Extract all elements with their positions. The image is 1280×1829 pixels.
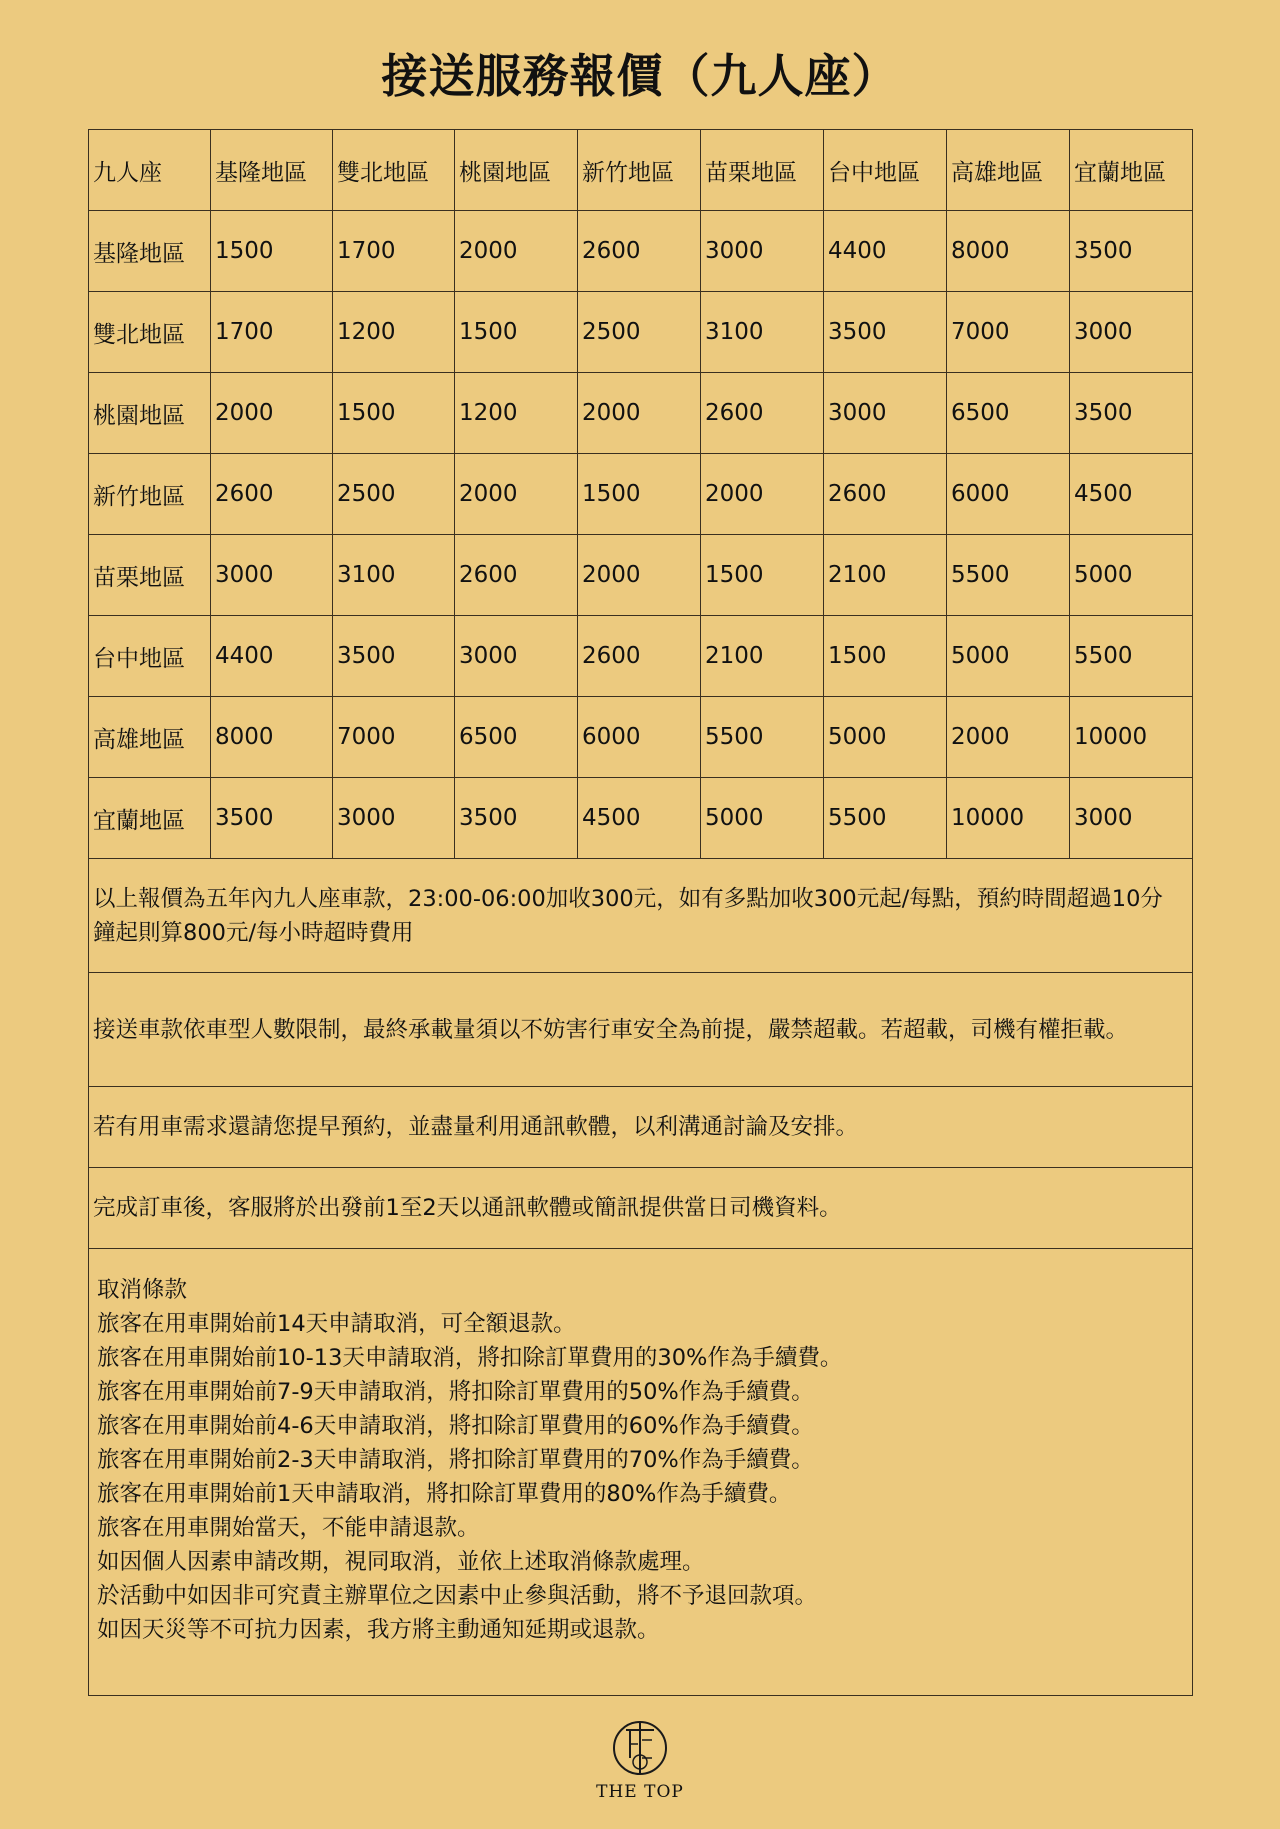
- price-cell: 5500: [701, 697, 824, 778]
- price-cell: 2600: [701, 373, 824, 454]
- price-cell: 5000: [824, 697, 947, 778]
- price-cell: 5000: [701, 778, 824, 859]
- price-cell: 2100: [824, 535, 947, 616]
- price-cell: 1500: [211, 211, 333, 292]
- price-cell: 2500: [333, 454, 455, 535]
- price-cell: 5000: [1070, 535, 1193, 616]
- column-header: 宜蘭地區: [1070, 130, 1193, 211]
- column-header: 台中地區: [824, 130, 947, 211]
- table-row: [89, 292, 1193, 373]
- row-header: 桃園地區: [89, 373, 211, 454]
- row-header: 台中地區: [89, 616, 211, 697]
- table-row: [89, 373, 1193, 454]
- price-cell: 1200: [455, 373, 578, 454]
- price-cell: 3500: [211, 778, 333, 859]
- price-cell: 3000: [1070, 778, 1193, 859]
- column-header: 雙北地區: [333, 130, 455, 211]
- price-cell: 4400: [211, 616, 333, 697]
- price-cell: 1700: [333, 211, 455, 292]
- table-row: [89, 454, 1193, 535]
- column-header: 新竹地區: [578, 130, 701, 211]
- note-pricing: 以上報價為五年內九人座車款，23:00-06:00加收300元，如有多點加收300元起/每點，預約時間超過10分鐘起則算800元/每小時超時費用: [89, 859, 1193, 973]
- price-cell: 6000: [578, 697, 701, 778]
- table-row: [89, 535, 1193, 616]
- price-cell: 2100: [701, 616, 824, 697]
- row-header: 宜蘭地區: [89, 778, 211, 859]
- price-table: [88, 129, 1193, 1696]
- cancellation-line: 旅客在用車開始前10-13天申請取消，將扣除訂單費用的30%作為手續費。: [97, 1345, 843, 1371]
- price-cell: 1500: [455, 292, 578, 373]
- price-cell: 3500: [455, 778, 578, 859]
- price-cell: 3000: [701, 211, 824, 292]
- price-cell: 2600: [578, 616, 701, 697]
- row-header: 苗栗地區: [89, 535, 211, 616]
- cancellation-title: 取消條款: [97, 1277, 188, 1303]
- price-cell: 8000: [947, 211, 1070, 292]
- price-cell: 2600: [824, 454, 947, 535]
- price-cell: 1500: [333, 373, 455, 454]
- note-row: [89, 1087, 1193, 1168]
- price-cell: 5500: [947, 535, 1070, 616]
- price-cell: 2600: [211, 454, 333, 535]
- cancellation-policy: [89, 1249, 1193, 1696]
- price-cell: 6000: [947, 454, 1070, 535]
- row-header: 雙北地區: [89, 292, 211, 373]
- corner-cell: 九人座: [89, 130, 211, 211]
- note-row: [89, 973, 1193, 1087]
- cancellation-line: 於活動中如因非可究責主辦單位之因素中止參與活動，將不予退回款項。: [97, 1583, 818, 1609]
- note-row: [89, 1168, 1193, 1249]
- price-cell: 3000: [333, 778, 455, 859]
- note-booking: 若有用車需求還請您提早預約，並盡量利用通訊軟體，以利溝通討論及安排。: [89, 1087, 1193, 1168]
- price-cell: 6500: [947, 373, 1070, 454]
- price-cell: 10000: [1070, 697, 1193, 778]
- price-cell: 3000: [211, 535, 333, 616]
- cancellation-line: 旅客在用車開始前4-6天申請取消，將扣除訂單費用的60%作為手續費。: [97, 1413, 814, 1439]
- brand-logo: [590, 1718, 690, 1802]
- price-cell: 3500: [333, 616, 455, 697]
- cancellation-line: 旅客在用車開始當天，不能申請退款。: [97, 1515, 480, 1541]
- price-cell: 3500: [1070, 373, 1193, 454]
- price-cell: 4400: [824, 211, 947, 292]
- table-row: [89, 211, 1193, 292]
- price-cell: 5500: [1070, 616, 1193, 697]
- price-cell: 3100: [333, 535, 455, 616]
- price-cell: 3000: [455, 616, 578, 697]
- price-cell: 2000: [947, 697, 1070, 778]
- price-cell: 8000: [211, 697, 333, 778]
- row-header: 高雄地區: [89, 697, 211, 778]
- price-cell: 6500: [455, 697, 578, 778]
- row-header: 新竹地區: [89, 454, 211, 535]
- note-row: [89, 859, 1193, 973]
- cancellation-line: 如因天災等不可抗力因素，我方將主動通知延期或退款。: [97, 1617, 660, 1643]
- price-cell: 2000: [578, 535, 701, 616]
- price-cell: 5000: [947, 616, 1070, 697]
- price-cell: 4500: [578, 778, 701, 859]
- price-cell: 2500: [578, 292, 701, 373]
- brand-name: THE TOP: [596, 1782, 684, 1802]
- note-capacity: 接送車款依車型人數限制，最終承載量須以不妨害行車安全為前提，嚴禁超載。若超載，司機有權拒載。: [89, 973, 1193, 1087]
- price-cell: 1700: [211, 292, 333, 373]
- page-title: 接送服務報價（九人座）: [381, 49, 899, 103]
- price-cell: 2000: [455, 211, 578, 292]
- price-cell: 3100: [701, 292, 824, 373]
- circle-monogram-logo-icon: [612, 1718, 668, 1780]
- column-header: 基隆地區: [211, 130, 333, 211]
- header-row: [89, 130, 1193, 211]
- cancellation-line: 如因個人因素申請改期，視同取消，並依上述取消條款處理。: [97, 1549, 705, 1575]
- table-row: [89, 778, 1193, 859]
- price-cell: 1500: [701, 535, 824, 616]
- price-cell: 10000: [947, 778, 1070, 859]
- price-cell: 1200: [333, 292, 455, 373]
- price-cell: 5500: [824, 778, 947, 859]
- table-row: [89, 697, 1193, 778]
- cancellation-line: 旅客在用車開始前7-9天申請取消，將扣除訂單費用的50%作為手續費。: [97, 1379, 814, 1405]
- price-cell: 2000: [455, 454, 578, 535]
- price-cell: 3500: [824, 292, 947, 373]
- price-cell: 3500: [1070, 211, 1193, 292]
- column-header: 苗栗地區: [701, 130, 824, 211]
- price-cell: 2000: [701, 454, 824, 535]
- cancellation-line: 旅客在用車開始前14天申請取消，可全額退款。: [97, 1311, 576, 1337]
- price-cell: 4500: [1070, 454, 1193, 535]
- column-header: 高雄地區: [947, 130, 1070, 211]
- price-cell: 1500: [578, 454, 701, 535]
- cancellation-row: [89, 1249, 1193, 1696]
- table-row: [89, 616, 1193, 697]
- price-cell: 2600: [578, 211, 701, 292]
- price-cell: 3000: [824, 373, 947, 454]
- column-header: 桃園地區: [455, 130, 578, 211]
- row-header: 基隆地區: [89, 211, 211, 292]
- price-cell: 1500: [824, 616, 947, 697]
- note-driver-info: 完成訂車後，客服將於出發前1至2天以通訊軟體或簡訊提供當日司機資料。: [89, 1168, 1193, 1249]
- price-cell: 2600: [455, 535, 578, 616]
- price-cell: 7000: [947, 292, 1070, 373]
- price-cell: 2000: [578, 373, 701, 454]
- price-cell: 7000: [333, 697, 455, 778]
- price-cell: 3000: [1070, 292, 1193, 373]
- cancellation-line: 旅客在用車開始前1天申請取消，將扣除訂單費用的80%作為手續費。: [97, 1481, 792, 1507]
- price-cell: 2000: [211, 373, 333, 454]
- cancellation-line: 旅客在用車開始前2-3天申請取消，將扣除訂單費用的70%作為手續費。: [97, 1447, 814, 1473]
